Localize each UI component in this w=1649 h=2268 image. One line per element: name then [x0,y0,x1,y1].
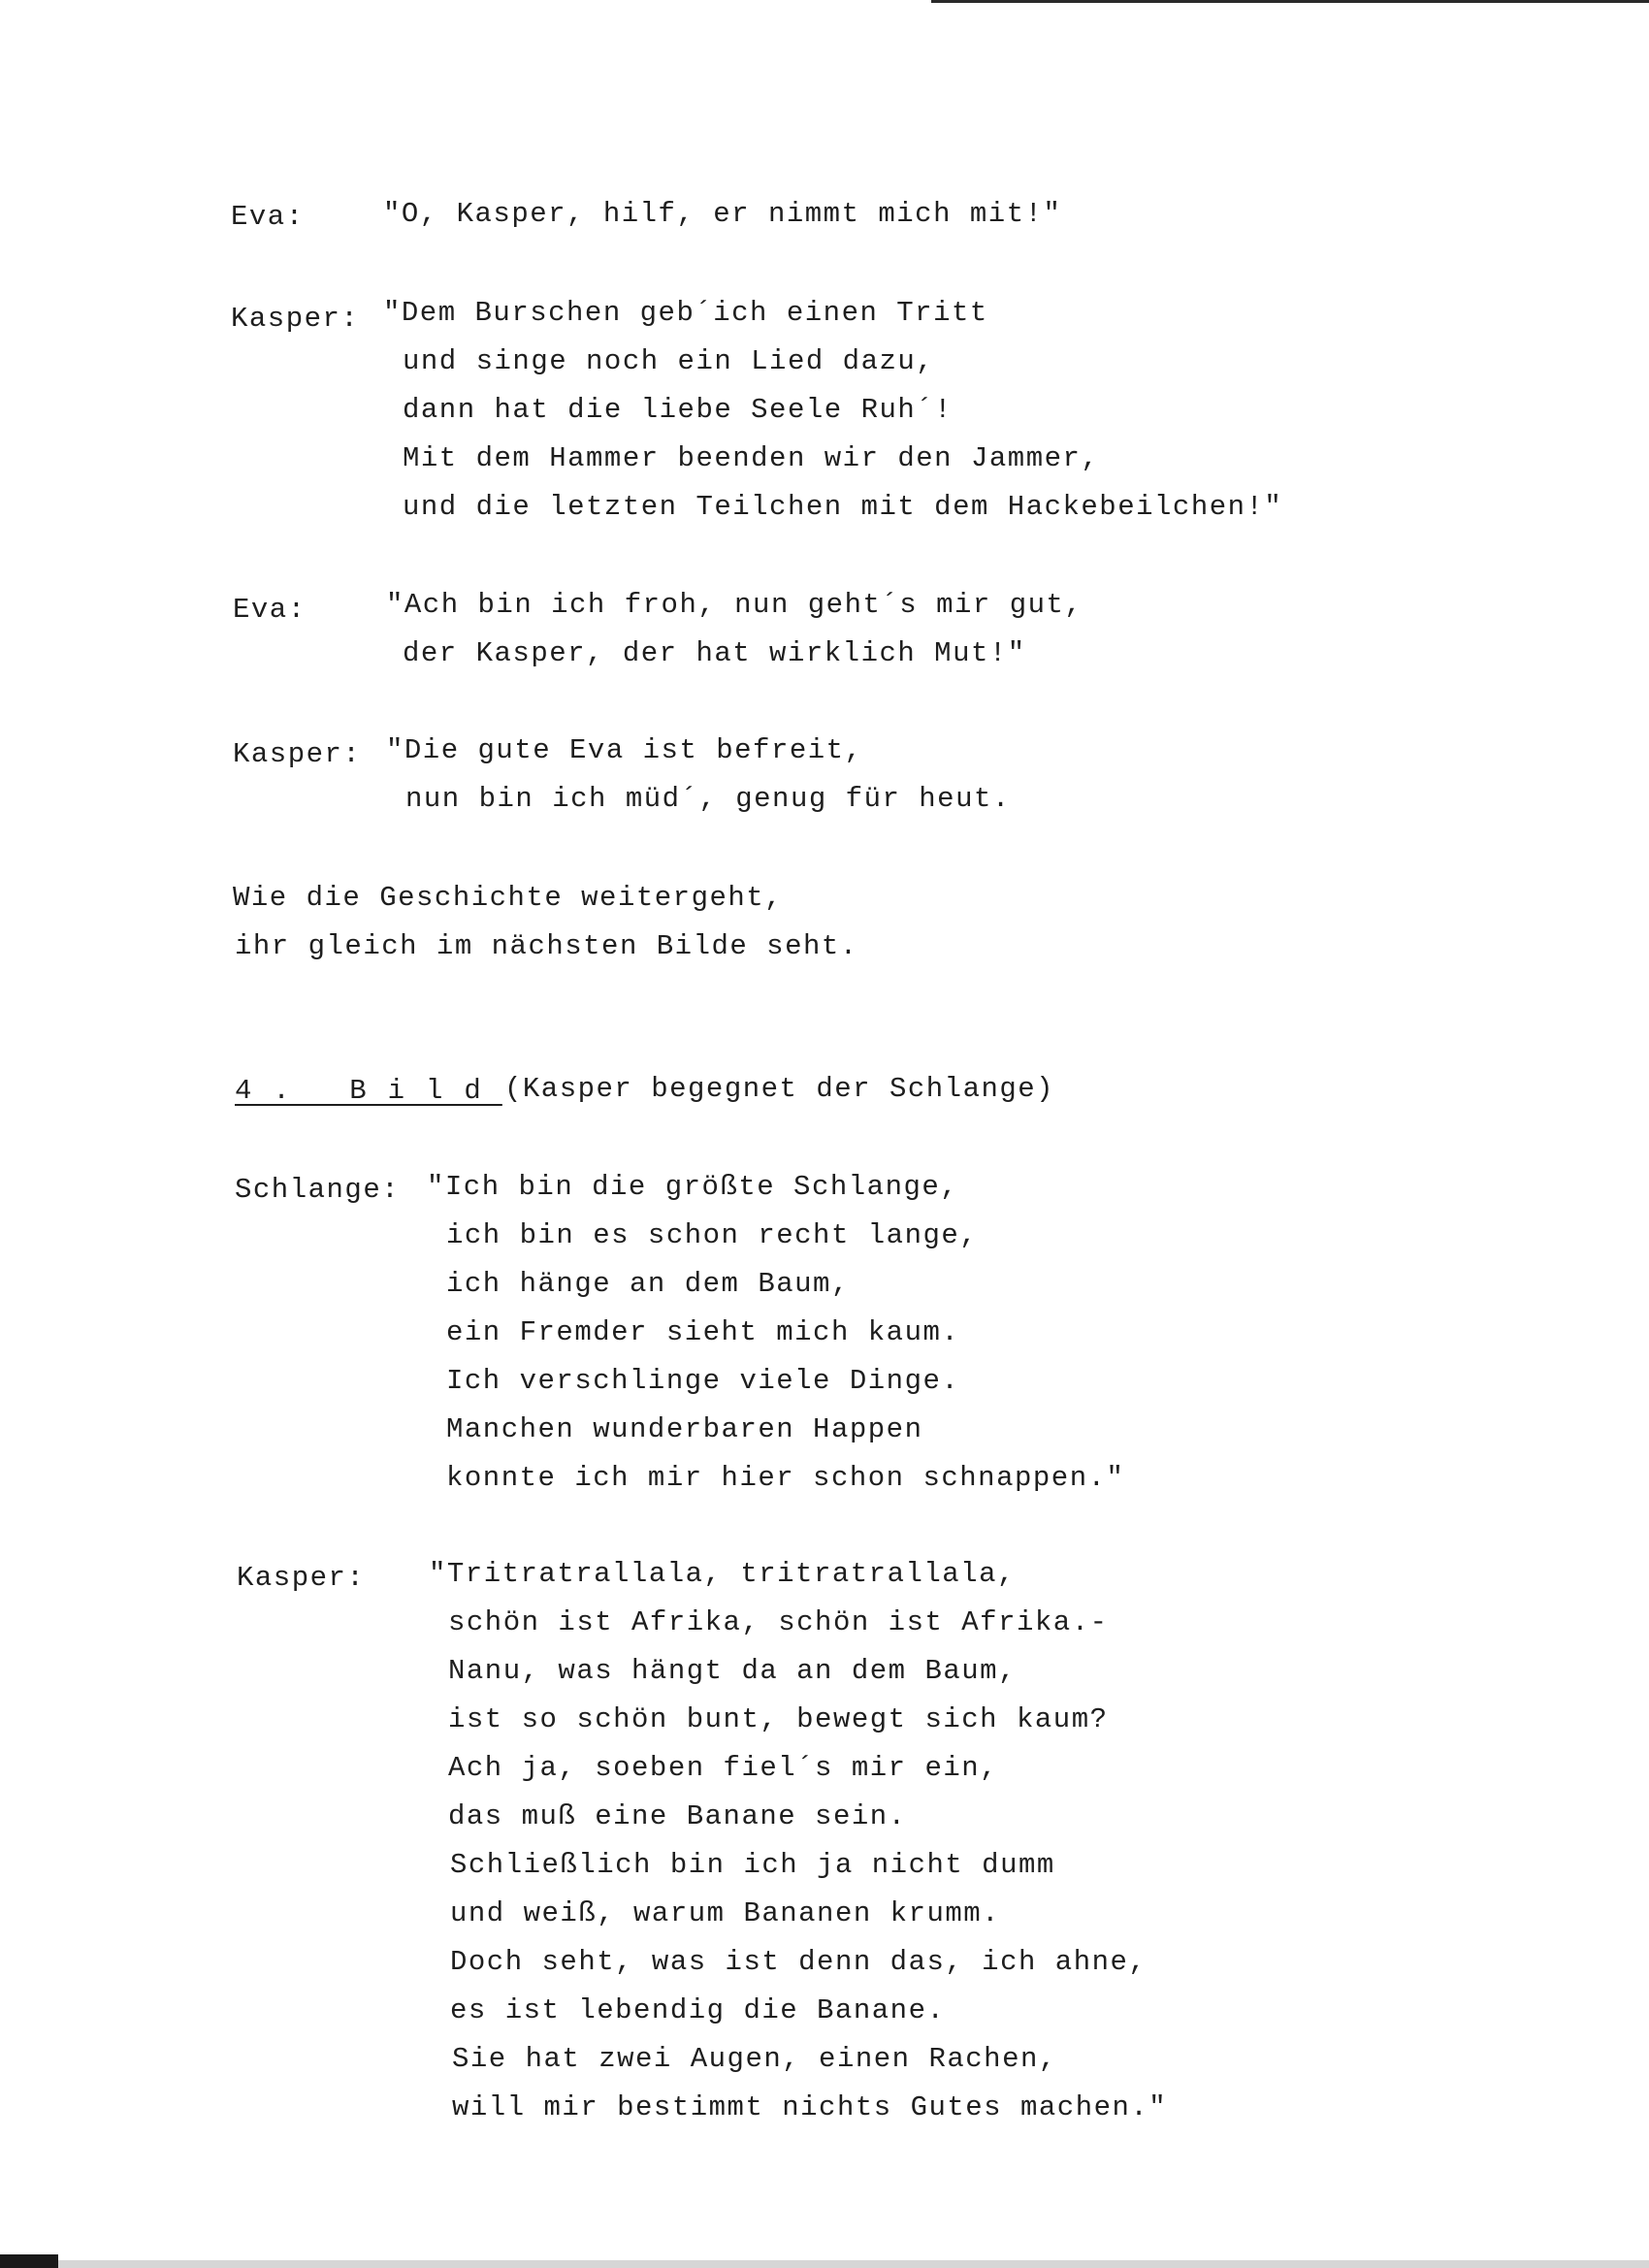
dialogue-line: das muß eine Banane sein. [448,1800,907,1832]
speaker-kasper-3: Kasper: [237,1562,366,1594]
dialogue-line: ein Fremder sieht mich kaum. [446,1316,960,1348]
scene-heading: 4. Bild [235,1075,502,1107]
speaker-kasper-2: Kasper: [233,738,362,770]
dialogue-line: Ich verschlinge viele Dinge. [446,1365,960,1397]
dialogue-line: ich bin es schon recht lange, [446,1219,979,1251]
dialogue-line: will mir bestimmt nichts Gutes machen." [452,2091,1168,2123]
dialogue-line: "Tritratrallala, tritratrallala, [429,1558,1016,1590]
scene-subtitle: (Kasper begegnet der Schlange) [504,1073,1055,1105]
dialogue-line: Ach ja, soeben fiel´s mir ein, [448,1752,999,1784]
dialogue-line: und weiß, warum Bananen krumm. [450,1897,1001,1929]
scan-corner-mark [0,2254,58,2268]
dialogue-line: Schließlich bin ich ja nicht dumm [450,1849,1055,1881]
dialogue-line: ist so schön bunt, bewegt sich kaum? [448,1703,1109,1735]
dialogue-line: Mit dem Hammer beenden wir den Jammer, [403,442,1100,474]
dialogue-line: Nanu, was hängt da an dem Baum, [448,1655,1017,1687]
narration-line: ihr gleich im nächsten Bilde seht. [235,930,858,962]
scan-top-edge [931,0,1649,3]
speaker-kasper-1: Kasper: [231,303,360,335]
dialogue-line: Manchen wunderbaren Happen [446,1413,923,1445]
dialogue-line: "O, Kasper, hilf, er nimmt mich mit!" [383,198,1062,230]
dialogue-line: "Dem Burschen geb´ich einen Tritt [383,297,988,329]
dialogue-line: Doch seht, was ist denn das, ich ahne, [450,1946,1148,1978]
dialogue-line: und die letzten Teilchen mit dem Hackebeilchen!" [403,491,1283,523]
speaker-eva-1: Eva: [231,201,305,233]
dialogue-line: schön ist Afrika, schön ist Afrika.- [448,1606,1109,1638]
dialogue-line: und singe noch ein Lied dazu, [403,345,935,377]
dialogue-line: "Ach bin ich froh, nun geht´s mir gut, [386,589,1083,621]
dialogue-line: ich hänge an dem Baum, [446,1268,850,1300]
dialogue-line: Sie hat zwei Augen, einen Rachen, [452,2043,1057,2075]
dialogue-line: "Die gute Eva ist befreit, [386,734,863,766]
speaker-schlange: Schlange: [235,1174,401,1206]
dialogue-line: es ist lebendig die Banane. [450,1994,946,2026]
narration-line: Wie die Geschichte weitergeht, [233,882,784,914]
dialogue-line: dann hat die liebe Seele Ruh´! [403,394,954,426]
scan-bottom-edge [58,2260,1649,2268]
speaker-eva-2: Eva: [233,594,307,626]
dialogue-line: "Ich bin die größte Schlange, [427,1171,959,1203]
dialogue-line: nun bin ich müd´, genug für heut. [405,783,1011,815]
dialogue-line: der Kasper, der hat wirklich Mut!" [403,637,1026,669]
dialogue-line: konnte ich mir hier schon schnappen." [446,1462,1125,1494]
